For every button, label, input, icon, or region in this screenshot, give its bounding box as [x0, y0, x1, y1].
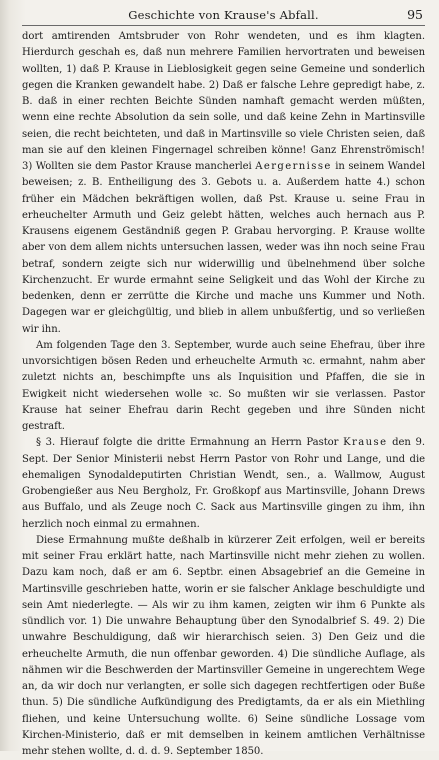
page-header [22, 7, 425, 26]
paragraph-3 [22, 435, 425, 533]
emphasized-word: Krause [343, 437, 388, 449]
paragraph-1 [22, 29, 425, 338]
paragraph-4 [22, 533, 425, 760]
text-run: in seinem Wandel beweisen; z. B. Entheiligung des 3. Gebots u. a. Außerdem hatte 4.) schon früher ein Mädchen bekräftigen wollen, daß Pst. Krause u. seine Frau in erheuchelter Armuth und Geiz gelebt hätten, welches auch hernach aus P. Krausens eigenem Geständniß gegen P. Grabau hervorging. P. Krause wollte aber von dem allem nichts untersuchen lassen, weder was ihn noch seine Frau betraf, sondern zeigte sich nur widerwillig und übelnehmend über solche Kirchenzucht. Er wurde ermahnt seine Seligkeit und das Wohl der Kirche zu bedenken, denn er zerrütte die Kirche und mache uns Kummer und Noth. Dagegen war er gleichgültig, und blieb in allem unbußfertig, und so verließen wir ihn. [22, 161, 425, 335]
body-text [22, 29, 425, 760]
text-run: den 9. Sept. Der Senior Ministerii nebst Herrn Pastor von Rohr und Lange, und die ehemaligen Synodaldeputirten Christian Wendt, sen., a. Wallmow, August Grobengießer aus Neu Bergholz, Fr. Großkopf aus Martinsville, Johann Drews aus Buffalo, und als Zeuge noch C. Sack aus Martinsville gingen zu ihm, ihn herzlich noch einmal zu ermahnen. [22, 437, 425, 530]
page-number: 95 [407, 7, 423, 22]
text-run: Am folgenden Tage den 3. September, wurde auch seine Ehefrau, über ihre unvorsichtigen bösen Reden und erheuchelte Armuth ꝛc. ermahnt, nahm aber zuletzt nichts an, beschimpfte uns als Inquisition und Pfaffen, die sie in Ewigkeit nicht wiedersehen wolle ꝛc. So mußten wir sie verlassen. Pastor Krause hat seiner Ehefrau darin Recht gegeben und ihre Sünden nicht gestraft. [22, 339, 425, 432]
text-run: dort amtirenden Amtsbruder von Rohr wendeten, und es ihm klagten. Hierdurch geschah es, daß nun mehrere Familien hervortraten und beweisen wollten, 1) daß P. Krause in Lieblosigkeit gegen seine Gemeine und sonderlich gegen die Kranken gewandelt habe. 2) Daß er falsche Lehre gepredigt habe, z. B. daß in einer rechten Beichte Sünden namhaft gemacht werden müßten, wenn eine rechte Absolution da sein solle, und daß keine Zehn in Martinsville seien, die recht beichteten, und daß in Martinsville so viele Christen seien, daß man sie auf den kleinen Fingernagel schreiben könne! Ganz Ehrenströmisch! 3) Wollten sie dem Pastor Krause mancherlei [22, 31, 425, 172]
running-title: Geschichte von Krause's Abfall. [128, 8, 319, 22]
text-run: § 3. Hierauf folgte die dritte Ermahnung an Herrn Pastor [36, 437, 344, 449]
paragraph-2 [22, 338, 425, 436]
text-run: Diese Ermahnung mußte deßhalb in kürzerer Zeit erfolgen, weil er bereits mit seiner Frau erklärt hatte, nach Martinsville nicht mehr ziehen zu wollen. Dazu kam noch, daß er am 6. Septbr. einen Absagebrief an die Gemeine in Martinsville geschrieben hatte, worin er sie falscher Anklage beschuldigte und sein Amt niederlegte. — Als wir zu ihm kamen, zeigten wir ihm 6 Punkte als sündlich vor. 1) Die unwahre Behauptung über den Synodalbrief S. 49. 2) Die unwahre Beschuldigung, daß wir hierarchisch seien. 3) Den Geiz und die erheuchelte Armuth, die nun offenbar geworden. 4) Die sündliche Auflage, als nähmen wir die Beschwerden der Martinsviller Gemeine in ungerechtem Wege an, da wir doch nur verlangten, er solle sich dagegen rechtfertigen oder Buße thun. 5) Die sündliche Aufkündigung des Predigtamts, da er als ein Miethling fliehen, und keine Untersuchung wollte. 6) Seine sündliche Lossage vom Kirchen-Ministerio, daß er mit demselben in keinem amtlichen Verhältnisse mehr stehen wollte, d. d. d. 9. September 1850. [22, 534, 425, 757]
emphasized-word: Aergernisse [255, 161, 332, 172]
